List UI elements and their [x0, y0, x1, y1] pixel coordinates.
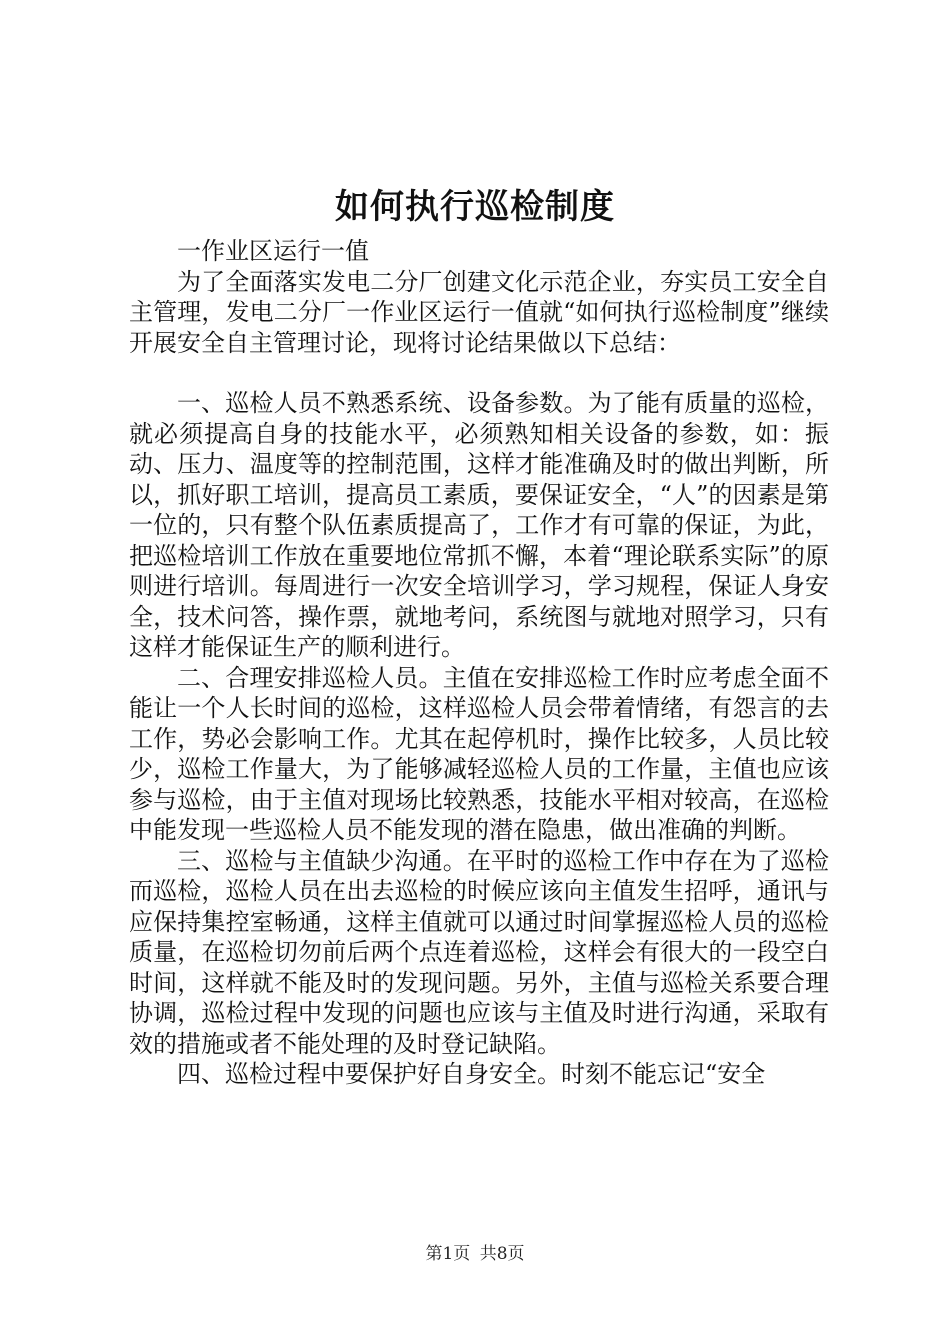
page-footer [0, 1243, 950, 1265]
paragraph-section-1: 一、巡检人员不熟悉系统、设备参数。为了能有质量的巡检，就必须提高自身的技能水平，必须熟知相关设备的参数，如：振动、压力、温度等的控制范围，这样才能准确及时的做出判断，所以，抓好职工培训，提高员工素质，要保证安全，“人”的因素是第一位的，只有整个队伍素质提高了，工作才有可靠的保证，为此，把巡检培训工作放在重要地位常抓不懈，本着“理论联系实际”的原则进行培训。每周进行一次安全培训学习，学习规程，保证人身安全，技术问答，操作票，就地考问，系统图与就地对照学习，只有这样才能保证生产的顺利进行。 [129, 389, 829, 661]
paragraph-section-4: 四、巡检过程中要保护好自身安全。时刻不能忘记“安全 [177, 1060, 766, 1088]
document-title: 如何执行巡检制度 [335, 187, 615, 227]
paragraph-section-3: 三、巡检与主值缺少沟通。在平时的巡检工作中存在为了巡检而巡检，巡检人员在出去巡检的时候应该向主值发生招呼，通讯与应保持集控室畅通，这样主值就可以通过时间掌握巡检人员的巡检质量，在巡检切勿前后两个点连着巡检，这样会有很大的一段空白时间，这样就不能及时的发现问题。另外，主值与巡检关系要合理协调，巡检过程中发现的问题也应该与主值及时进行沟通，采取有效的措施或者不能处理的及时登记缺陷。 [129, 846, 829, 1058]
document-body [129, 236, 829, 1090]
document-subtitle: 一作业区运行一值 [177, 237, 369, 265]
paragraph-intro: 为了全面落实发电二分厂创建文化示范企业，夯实员工安全自主管理，发电二分厂一作业区运行一值就“如何执行巡检制度”继续开展安全自主管理讨论，现将讨论结果做以下总结： [129, 267, 829, 357]
page-total: 共8页 [479, 1244, 525, 1264]
paragraph-section-2: 二、合理安排巡检人员。主值在安排巡检工作时应考虑全面不能让一个人长时间的巡检，这样巡检人员会带着情绪，有怨言的去工作，势必会影响工作。尤其在起停机时，操作比较多，人员比较少，巡检工作量大，为了能够减轻巡检人员的工作量，主值也应该参与巡检，由于主值对现场比较熟悉，技能水平相对较高，在巡检中能发现一些巡检人员不能发现的潜在隐患，做出准确的判断。 [129, 663, 829, 844]
page-number: 第1页 [425, 1244, 471, 1264]
